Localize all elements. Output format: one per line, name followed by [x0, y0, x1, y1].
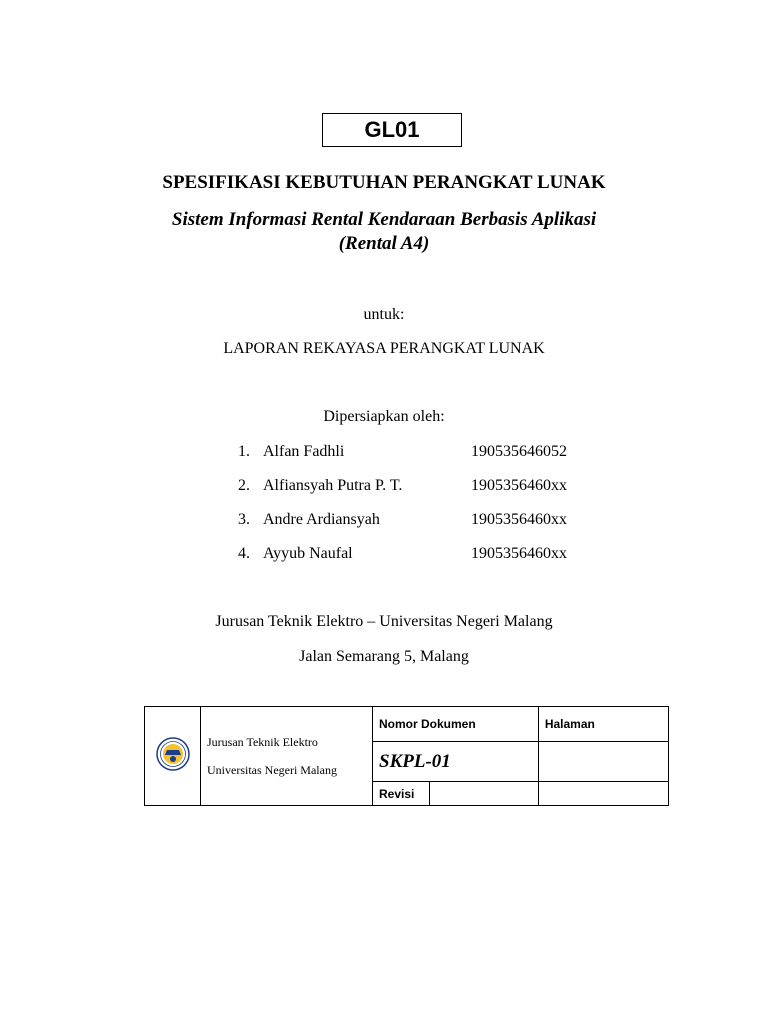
doc-number-label: Nomor Dokumen [373, 707, 539, 742]
prepared-by-label: Dipersiapkan oleh: [323, 408, 445, 425]
member-name: Alfan Fadhli [263, 443, 345, 460]
document-info-table [144, 706, 669, 806]
member-number: 4. [238, 545, 250, 562]
document-subtitle-line2: (Rental A4) [338, 233, 430, 254]
member-row [238, 443, 598, 477]
organization-cell [201, 707, 373, 806]
member-row [238, 477, 598, 511]
member-number: 1. [238, 443, 250, 460]
logo-cell [145, 707, 201, 806]
member-id: 1905356460xx [471, 511, 567, 528]
member-name: Andre Ardiansyah [263, 511, 380, 528]
member-list [238, 443, 598, 579]
document-title: SPESIFIKASI KEBUTUHAN PERANGKAT LUNAK [162, 172, 606, 193]
address-line: Jalan Semarang 5, Malang [299, 648, 469, 665]
organization-university: Universitas Negeri Malang [207, 763, 337, 777]
department-line: Jurusan Teknik Elektro – Universitas Negeri Malang [215, 613, 553, 630]
member-name: Alfiansyah Putra P. T. [263, 477, 403, 494]
doc-number-value: SKPL-01 [373, 742, 539, 782]
member-name: Ayyub Naufal [263, 545, 353, 562]
member-number: 3. [238, 511, 250, 528]
page-label: Halaman [538, 707, 668, 742]
revision-value [430, 782, 539, 806]
document-subtitle-line1: Sistem Informasi Rental Kendaraan Berbasis Aplikasi [171, 209, 597, 230]
document-code: GL01 [322, 113, 462, 147]
report-name: LAPORAN REKAYASA PERANGKAT LUNAK [223, 340, 545, 357]
for-label: untuk: [363, 306, 405, 323]
member-row [238, 511, 598, 545]
member-id: 1905356460xx [471, 545, 567, 562]
member-id: 190535646052 [471, 443, 567, 460]
page-value [538, 742, 668, 782]
revision-label: Revisi [373, 782, 430, 806]
member-id: 1905356460xx [471, 477, 567, 494]
member-row [238, 545, 598, 579]
university-logo-icon [156, 737, 190, 771]
page-empty-cell [538, 782, 668, 806]
organization-department: Jurusan Teknik Elektro [207, 734, 318, 749]
member-number: 2. [238, 477, 250, 494]
